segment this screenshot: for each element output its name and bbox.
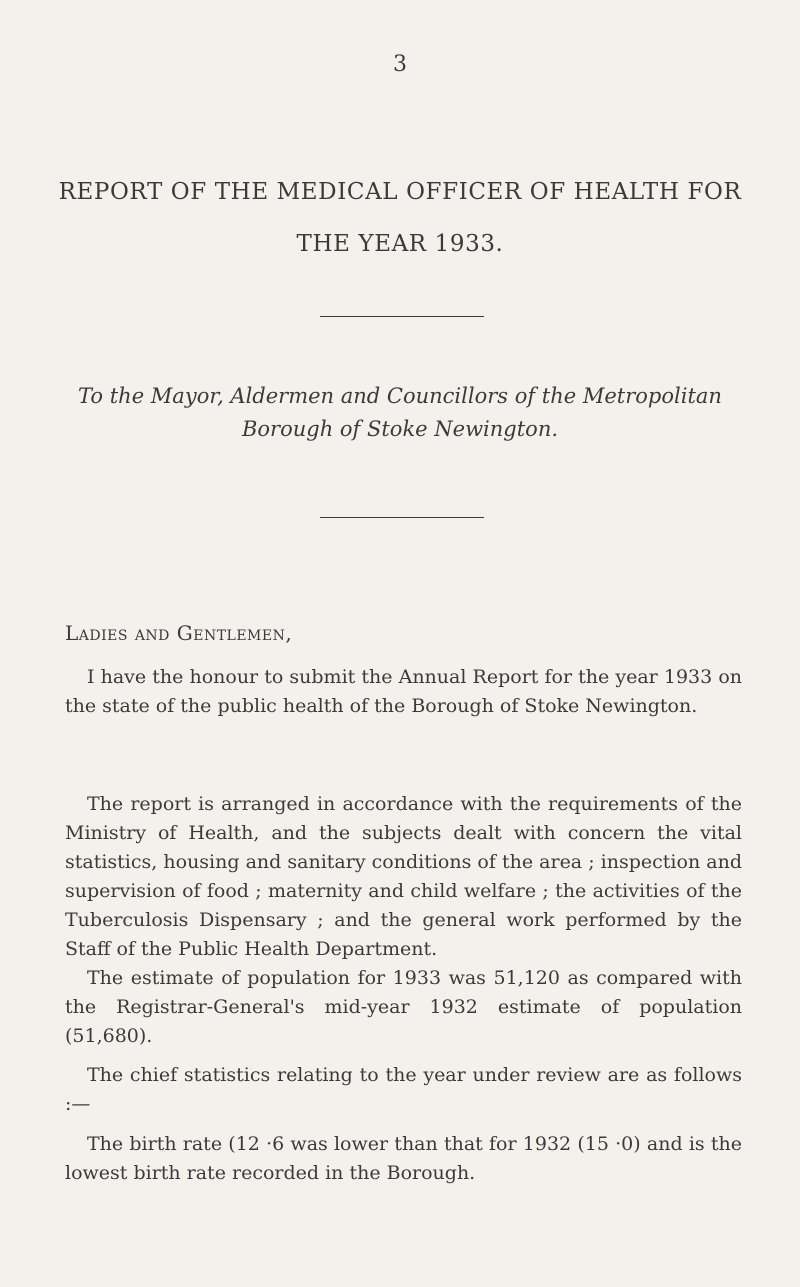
address-block bbox=[0, 380, 800, 446]
report-title-line-1: REPORT OF THE MEDICAL OFFICER OF HEALTH FOR bbox=[58, 179, 742, 205]
paragraph-arrangement: The report is arranged in accordance with the requirements of the Ministry of Health, and the subjects dealt with concern the vital statistics, housing and sanitary conditions of the area ; inspection and supervision of food ; maternity and child welfare ; the activities of the Tuberculosis Dispensary ; and the general work performed by the Staff of the Public Health Department. bbox=[65, 793, 742, 960]
paragraph-chief-statistics: The chief statistics relating to the year under review are as follows :— bbox=[65, 1064, 742, 1115]
paragraph-birth-rate: The birth rate (12 ·6 was lower than that for 1932 (15 ·0) and is the lowest birth rate recorded in the Borough. bbox=[65, 1133, 742, 1184]
divider-rule-top bbox=[320, 316, 484, 317]
page-number: 3 bbox=[393, 52, 407, 77]
divider-rule-bottom bbox=[320, 517, 484, 518]
report-title bbox=[0, 166, 800, 270]
paragraph-population: The estimate of population for 1933 was 51,120 as compared with the Registrar-General's mid-year 1932 estimate of population (51,680). bbox=[65, 967, 742, 1047]
address-line-1: To the Mayor, Aldermen and Councillors of the Metropolitan bbox=[78, 384, 722, 408]
paragraph-submission: I have the honour to submit the Annual Report for the year 1933 on the state of the public health of the Borough of Stoke Newington. bbox=[65, 666, 742, 717]
report-title-line-2: THE YEAR 1933. bbox=[296, 231, 504, 257]
address-line-2: Borough of Stoke Newington. bbox=[241, 417, 559, 441]
salutation: Ladies and Gentlemen, bbox=[65, 621, 293, 645]
